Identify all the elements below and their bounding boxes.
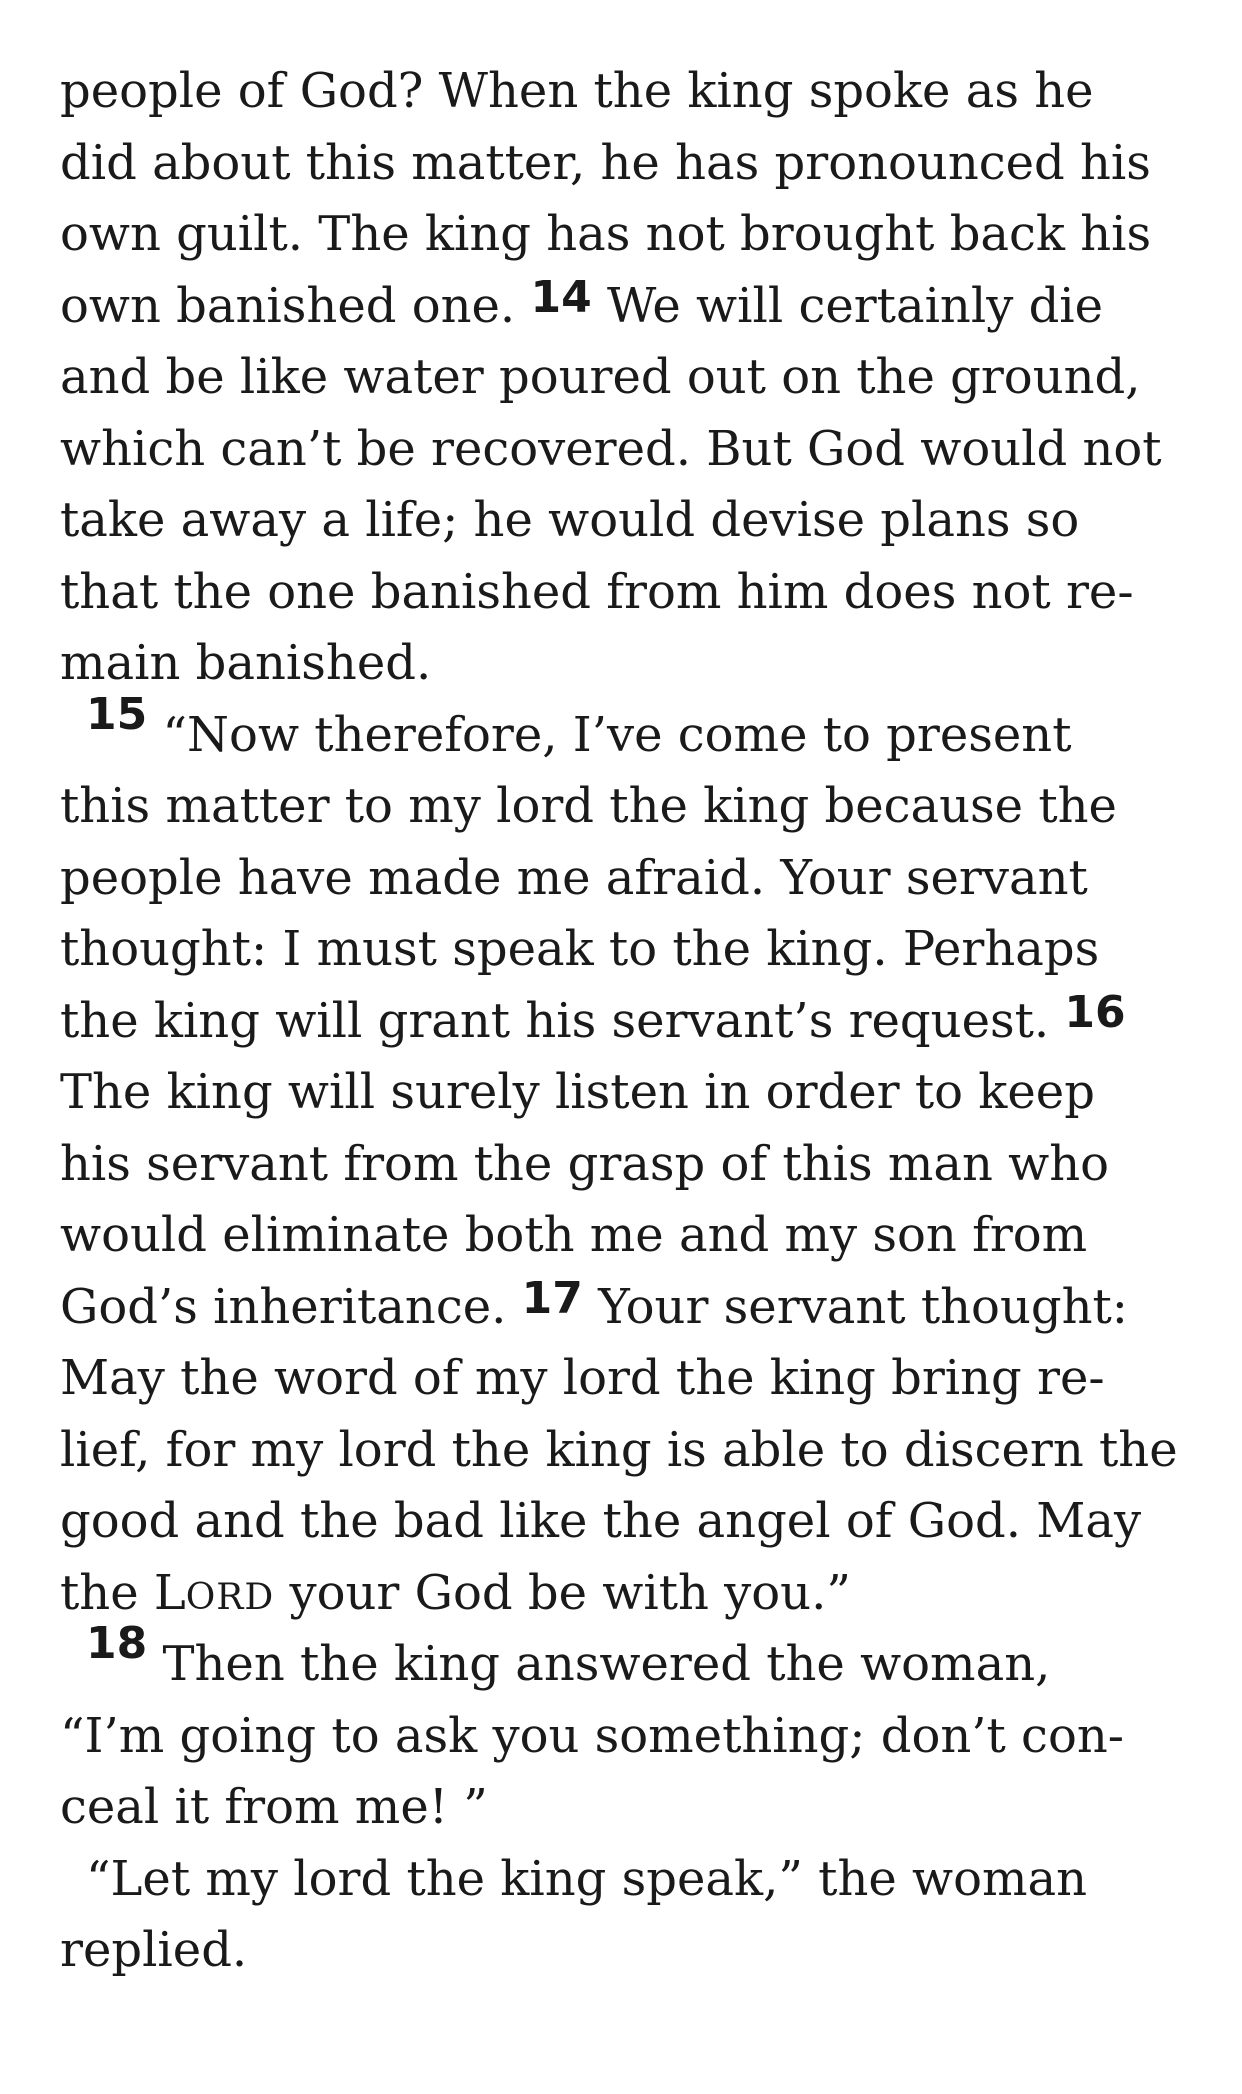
text-span: Your servant thought: [598, 1278, 1128, 1335]
text-span: which can’t be recovered. But God would not [60, 420, 1162, 477]
text-span: The king will surely listen in order to keep [60, 1064, 1095, 1120]
text-line [60, 1129, 1190, 1201]
text-span: this matter to my lord the king because the [60, 778, 1117, 834]
text-span: We will certainly die [606, 277, 1104, 334]
text-span: own guilt. The king has not brought back his [60, 206, 1152, 262]
text-line [60, 628, 1190, 700]
divine-name-smallcaps [154, 1565, 274, 1621]
text-line [60, 414, 1190, 486]
text-span: people have made me afraid. Your servant [60, 849, 1088, 906]
text-line [60, 1701, 1190, 1773]
text-span: good and the bad like the angel of God. May [60, 1493, 1142, 1549]
text-span: did about this matter, he has pronounced his [60, 134, 1151, 191]
text-line [60, 771, 1190, 843]
text-line [60, 128, 1190, 200]
text-span: “I’m going to ask you something; don’t con- [60, 1707, 1124, 1764]
text-line [60, 1772, 1190, 1844]
text-line [60, 1618, 1190, 1701]
text-span: main banished. [60, 635, 432, 691]
text-span: May the word of my lord the king bring re- [60, 1350, 1105, 1406]
text-line [60, 688, 1190, 772]
text-line [60, 986, 1190, 1058]
text-span: that the one banished from him does not re- [60, 563, 1134, 620]
text-line [60, 56, 1190, 128]
text-span: take away a life; he would devise plans so [60, 492, 1080, 548]
text-span: Then the king answered the woman, [162, 1636, 1051, 1692]
verse-number-15: 15 [86, 688, 148, 740]
text-line [60, 485, 1190, 557]
text-span: the [60, 1564, 139, 1621]
text-line [60, 1272, 1190, 1344]
text-span: “Now therefore, I’ve come to present [162, 706, 1072, 763]
text-span: lief, for my lord the king is able to discern the [60, 1421, 1178, 1478]
scripture-page [60, 56, 1190, 1987]
text-line [60, 1415, 1190, 1487]
verse-number-16: 16 [1064, 986, 1126, 1038]
text-span: thought: I must speak to the king. Perhaps [60, 921, 1100, 977]
text-span: ceal it from me! ” [60, 1779, 488, 1835]
text-span: his servant from the grasp of this man who [60, 1135, 1110, 1192]
text-span: your God be with you.” [289, 1564, 851, 1621]
text-span: would eliminate both me and my son from [60, 1207, 1088, 1263]
text-line [60, 1844, 1190, 1916]
text-line [60, 342, 1190, 414]
verse-number-17: 17 [521, 1272, 583, 1324]
divine-name-initial: L [153, 1564, 186, 1621]
text-line [60, 1057, 1190, 1129]
verse-number-14: 14 [530, 271, 592, 323]
text-line [60, 1558, 1190, 1630]
text-line [60, 1486, 1190, 1558]
text-line [60, 1200, 1190, 1272]
text-line [60, 843, 1190, 915]
text-line [60, 1915, 1190, 1987]
text-span: God’s inheritance. [60, 1278, 507, 1335]
text-span: people of God? When the king spoke as he [60, 63, 1094, 119]
text-span: the king will grant his servant’s request. [60, 992, 1050, 1049]
text-span: own banished one. [60, 277, 516, 334]
divine-name-rest: ORD [185, 1576, 275, 1618]
verse-number-18: 18 [86, 1618, 148, 1669]
text-line [60, 199, 1190, 271]
text-span: “Let my lord the king speak,” the woman [86, 1850, 1088, 1907]
text-line [60, 271, 1190, 343]
text-line [60, 914, 1190, 986]
text-span: replied. [60, 1922, 248, 1978]
text-line [60, 557, 1190, 629]
text-span: and be like water poured out on the ground, [60, 349, 1141, 405]
text-line [60, 1343, 1190, 1415]
